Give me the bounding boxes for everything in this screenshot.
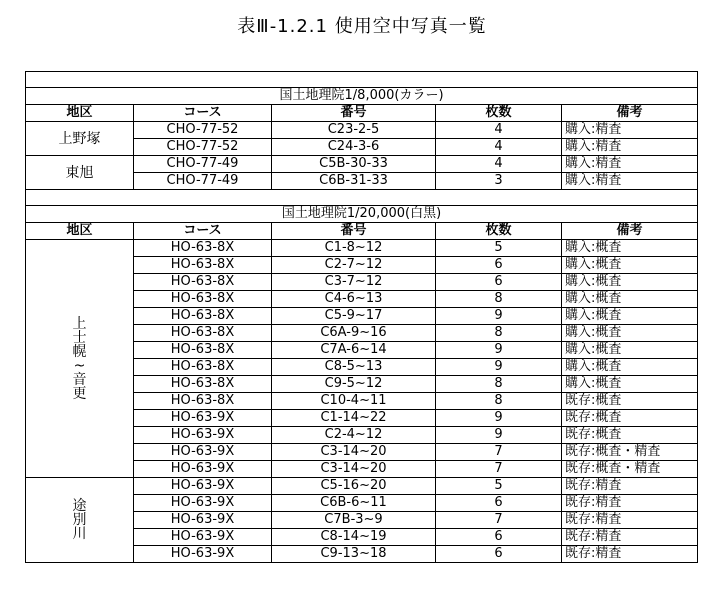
course-cell: HO-63-8X: [134, 274, 272, 291]
header-number: 番号: [272, 223, 436, 240]
spacer-cell: [26, 190, 698, 206]
remarks-cell: 購入:概査: [562, 240, 698, 257]
count-cell: 8: [436, 393, 562, 410]
count-cell: 4: [436, 122, 562, 139]
course-cell: CHO-77-52: [134, 122, 272, 139]
section-title: 国土地理院1/20,000(白黒): [26, 206, 698, 223]
course-cell: HO-63-8X: [134, 257, 272, 274]
count-cell: 7: [436, 461, 562, 478]
number-cell: C7B-3~9: [272, 512, 436, 529]
region-cell: 上野塚: [26, 122, 134, 156]
header-remarks: 備考: [562, 223, 698, 240]
count-cell: 9: [436, 410, 562, 427]
number-cell: C9-5~12: [272, 376, 436, 393]
number-cell: C10-4~11: [272, 393, 436, 410]
course-cell: HO-63-8X: [134, 325, 272, 342]
spacer-row: [26, 190, 698, 206]
remarks-cell: 購入:概査: [562, 342, 698, 359]
course-cell: CHO-77-49: [134, 156, 272, 173]
header-row: [26, 105, 698, 122]
header-count: 枚数: [436, 223, 562, 240]
remarks-cell: 購入:精査: [562, 173, 698, 190]
region-char: 別: [72, 512, 87, 528]
remarks-cell: 既存:精査: [562, 478, 698, 495]
region-char: 更: [72, 385, 87, 402]
course-cell: HO-63-8X: [134, 240, 272, 257]
course-cell: HO-63-8X: [134, 342, 272, 359]
header-count: 枚数: [436, 105, 562, 122]
number-cell: C3-7~12: [272, 274, 436, 291]
course-cell: HO-63-9X: [134, 427, 272, 444]
count-cell: 6: [436, 529, 562, 546]
number-cell: C1-14~22: [272, 410, 436, 427]
remarks-cell: 購入:概査: [562, 325, 698, 342]
number-cell: C8-5~13: [272, 359, 436, 376]
region-char: 途: [72, 498, 87, 514]
table-row: [26, 478, 698, 495]
count-cell: 5: [436, 240, 562, 257]
number-cell: C24-3-6: [272, 139, 436, 156]
remarks-cell: 購入:精査: [562, 139, 698, 156]
region-char: 音: [72, 371, 87, 388]
region-char: ~: [73, 357, 86, 374]
course-cell: HO-63-9X: [134, 461, 272, 478]
region-char: 士: [72, 329, 87, 346]
number-cell: C3-14~20: [272, 461, 436, 478]
number-cell: C23-2-5: [272, 122, 436, 139]
header-row: [26, 223, 698, 240]
count-cell: 9: [436, 359, 562, 376]
count-cell: 8: [436, 325, 562, 342]
course-cell: HO-63-9X: [134, 546, 272, 563]
section-title-row: [26, 206, 698, 223]
region-char: 上: [72, 315, 87, 332]
count-cell: 8: [436, 291, 562, 308]
number-cell: C4-6~13: [272, 291, 436, 308]
remarks-cell: 既存:概査・精査: [562, 444, 698, 461]
section-title: 国土地理院1/8,000(カラー): [26, 88, 698, 105]
number-cell: C3-14~20: [272, 444, 436, 461]
course-cell: HO-63-9X: [134, 410, 272, 427]
course-cell: CHO-77-52: [134, 139, 272, 156]
region-cell: [26, 478, 134, 563]
count-cell: 6: [436, 495, 562, 512]
course-cell: HO-63-8X: [134, 376, 272, 393]
remarks-cell: 購入:概査: [562, 376, 698, 393]
remarks-cell: 既存:概査: [562, 393, 698, 410]
region-cell: [26, 240, 134, 478]
remarks-cell: 既存:概査: [562, 427, 698, 444]
remarks-cell: 購入:概査: [562, 359, 698, 376]
count-cell: 6: [436, 274, 562, 291]
number-cell: C7A-6~14: [272, 342, 436, 359]
header-remarks: 備考: [562, 105, 698, 122]
region-char: 幌: [72, 343, 87, 360]
course-cell: CHO-77-49: [134, 173, 272, 190]
count-cell: 6: [436, 257, 562, 274]
page-title: 表Ⅲ-1.2.1 使用空中写真一覧: [237, 16, 487, 37]
count-cell: 6: [436, 546, 562, 563]
course-cell: HO-63-8X: [134, 291, 272, 308]
count-cell: 9: [436, 308, 562, 325]
count-cell: 5: [436, 478, 562, 495]
remarks-cell: 購入:精査: [562, 122, 698, 139]
number-cell: C1-8~12: [272, 240, 436, 257]
count-cell: 8: [436, 376, 562, 393]
remarks-cell: 既存:精査: [562, 512, 698, 529]
number-cell: C2-7~12: [272, 257, 436, 274]
remarks-cell: 既存:概査: [562, 410, 698, 427]
count-cell: 3: [436, 173, 562, 190]
header-course: コース: [134, 105, 272, 122]
region-cell: 東旭: [26, 156, 134, 190]
course-cell: HO-63-9X: [134, 512, 272, 529]
course-cell: HO-63-8X: [134, 393, 272, 410]
count-cell: 4: [436, 139, 562, 156]
remarks-cell: 購入:概査: [562, 257, 698, 274]
aerial-photo-table: [25, 71, 698, 563]
number-cell: C8-14~19: [272, 529, 436, 546]
remarks-cell: 既存:精査: [562, 546, 698, 563]
table-row: [26, 156, 698, 173]
number-cell: C2-4~12: [272, 427, 436, 444]
header-number: 番号: [272, 105, 436, 122]
number-cell: C9-13~18: [272, 546, 436, 563]
number-cell: C6B-6~11: [272, 495, 436, 512]
table-row: [26, 122, 698, 139]
header-region: 地区: [26, 105, 134, 122]
remarks-cell: 購入:精査: [562, 156, 698, 173]
remarks-cell: 購入:概査: [562, 274, 698, 291]
number-cell: C5-9~17: [272, 308, 436, 325]
count-cell: 7: [436, 444, 562, 461]
table-row: [26, 240, 698, 257]
count-cell: 7: [436, 512, 562, 529]
header-region: 地区: [26, 223, 134, 240]
number-cell: C5-16~20: [272, 478, 436, 495]
course-cell: HO-63-9X: [134, 495, 272, 512]
course-cell: HO-63-9X: [134, 478, 272, 495]
course-cell: HO-63-8X: [134, 308, 272, 325]
table-body: [26, 72, 698, 563]
remarks-cell: 既存:精査: [562, 495, 698, 512]
count-cell: 4: [436, 156, 562, 173]
remarks-cell: 既存:概査・精査: [562, 461, 698, 478]
number-cell: C6B-31-33: [272, 173, 436, 190]
spacer-cell: [26, 72, 698, 88]
spacer-row: [26, 72, 698, 88]
count-cell: 9: [436, 427, 562, 444]
number-cell: C6A-9~16: [272, 325, 436, 342]
course-cell: HO-63-9X: [134, 529, 272, 546]
number-cell: C5B-30-33: [272, 156, 436, 173]
region-char: 川: [72, 526, 87, 542]
remarks-cell: 購入:概査: [562, 291, 698, 308]
course-cell: HO-63-9X: [134, 444, 272, 461]
remarks-cell: 既存:精査: [562, 529, 698, 546]
remarks-cell: 購入:概査: [562, 308, 698, 325]
section-title-row: [26, 88, 698, 105]
header-course: コース: [134, 223, 272, 240]
count-cell: 9: [436, 342, 562, 359]
course-cell: HO-63-8X: [134, 359, 272, 376]
